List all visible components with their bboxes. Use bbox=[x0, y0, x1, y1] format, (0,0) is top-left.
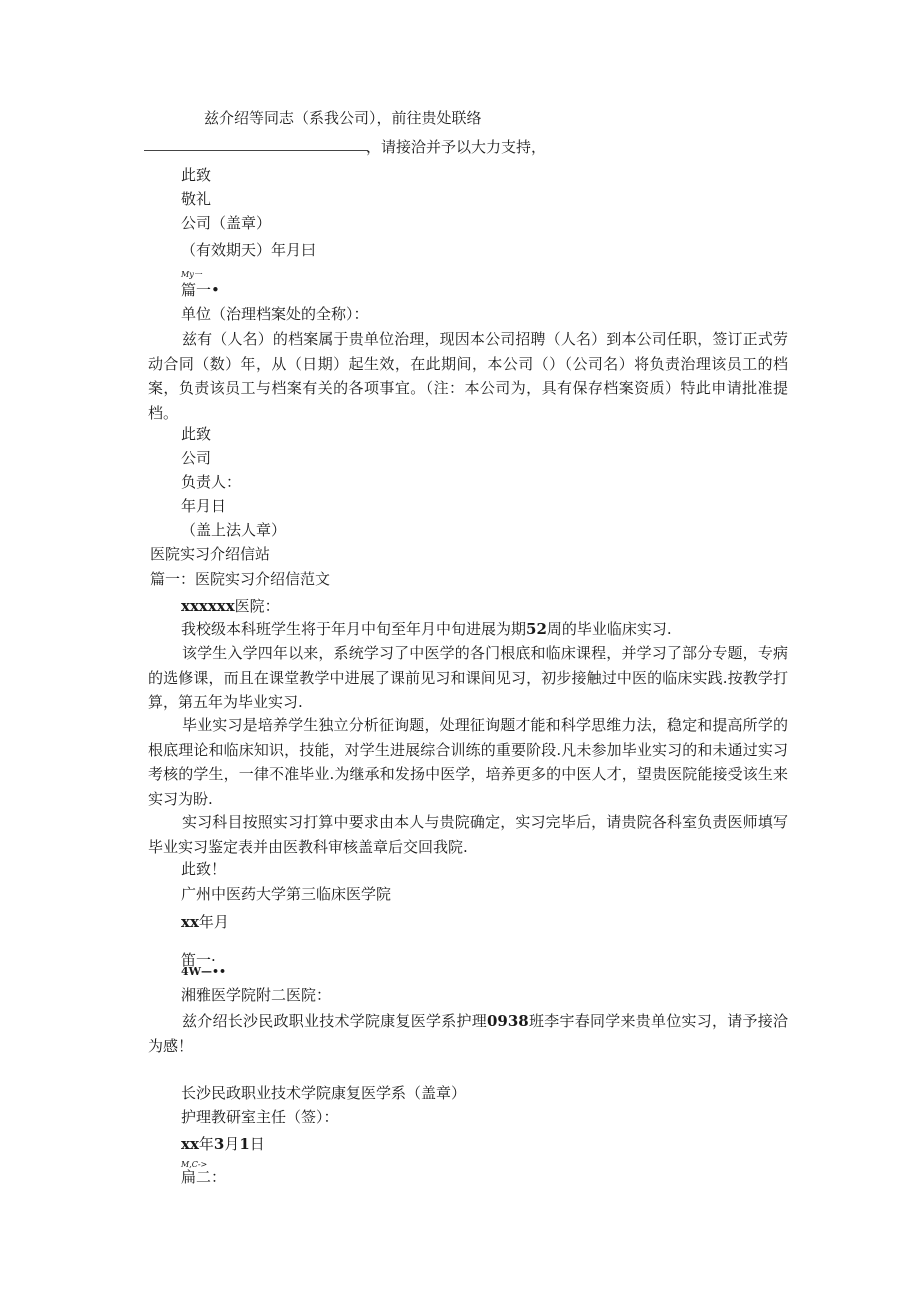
archive-addressee: 单位（治理档案处的全称）： bbox=[181, 305, 369, 323]
internship-closing: 此致！ bbox=[181, 860, 227, 878]
signatory-department: 长沙民政职业技术学院康复医学系（盖章） bbox=[181, 1084, 467, 1102]
salute-text: 敬礼 bbox=[181, 190, 212, 208]
archive-seal: （盖上法人章） bbox=[181, 521, 287, 539]
company-seal-text: 公司（盖章） bbox=[181, 214, 272, 232]
archive-body: 兹有（人名）的档案属于贵单位治理，现因本公司招聘（人名）到本公司任职，签订正式劳动合同（数）年，从（日期）起生效，在此期间，本公司（）（公司名）将负责治理该员工的档案，负责该员工与档案有关的各项事宜。（注：本公司为，具有保存档案资质）特此申请批准提档。 bbox=[148, 330, 788, 422]
letter-date: xx年3月1日 bbox=[181, 1135, 265, 1153]
internship-para1: 我校级本科班学生将于年月中旬至年月中旬进展为期52周的毕业临床实习. bbox=[181, 620, 672, 638]
hospital-addressee: xxxxxx医院： bbox=[181, 597, 280, 615]
validity-text: （有效期天）年月曰 bbox=[181, 241, 317, 259]
garbled-mark: 4W—•• bbox=[181, 965, 227, 978]
small-mark: My一 bbox=[181, 270, 202, 279]
article-title: 篇一：医院实习介绍信范文 bbox=[150, 570, 331, 588]
archive-company: 公司 bbox=[181, 449, 212, 467]
internship-para2: 该学生入学四年以来，系统学习了中医学的各门根底和临床课程，并学习了部分专题，专病的选修课，而且在课堂教学中进展了课前见习和课间见习，初步接触过中医的临床实践.按教学打算，第五年为毕业实习. bbox=[148, 644, 788, 711]
closing-text: 此致 bbox=[181, 166, 212, 184]
archive-closing: 此致 bbox=[181, 425, 212, 443]
xiangya-addressee: 湘雅医学院附二医院： bbox=[181, 986, 332, 1004]
internship-para4: 实习科目按照实习打算中要求由本人与贵院确定，实习完毕后，请贵院各科室负责医师填写毕业实习鉴定表并由医教科审核盖章后交回我院. bbox=[148, 813, 788, 856]
signatory-head: 护理教研室主任（签）： bbox=[181, 1108, 339, 1126]
small-mark-2: M,C-> bbox=[181, 1160, 208, 1169]
internship-date: xx年月 bbox=[181, 913, 229, 931]
request-line: ，请接洽并予以大力支持， bbox=[366, 138, 547, 156]
intro-line: 兹介绍等同志（系我公司），前往贵处联络 bbox=[204, 109, 482, 127]
blank-underline bbox=[144, 150, 368, 151]
section-heading: 医院实习介绍信站 bbox=[150, 545, 271, 563]
article-label-2: 笛一· bbox=[181, 951, 216, 969]
archive-responsible: 负责人： bbox=[181, 473, 242, 491]
school-name: 广州中医药大学第三临床医学院 bbox=[181, 885, 392, 903]
xiangya-body: 兹介绍长沙民政职业技术学院康复医学系护理0938班李宇春同学来贵单位实习，请予接洽为感！ bbox=[148, 1012, 788, 1055]
internship-para3: 毕业实习是培养学生独立分析征询题，处理征询题才能和科学思维力法，稳定和提高所学的根底理论和临床知识，技能，对学生进展综合训练的重要阶段.凡未参加毕业实习的和未通过实习考核的学生，一律不准毕业.为继承和发扬中医学，培养更多的中医人才，望贵医院能接受该生来实习为盼. bbox=[148, 716, 788, 808]
article-label-3: 扁二： bbox=[181, 1168, 227, 1186]
article-label: 篇一• bbox=[181, 281, 220, 299]
archive-date: 年月日 bbox=[181, 497, 227, 515]
